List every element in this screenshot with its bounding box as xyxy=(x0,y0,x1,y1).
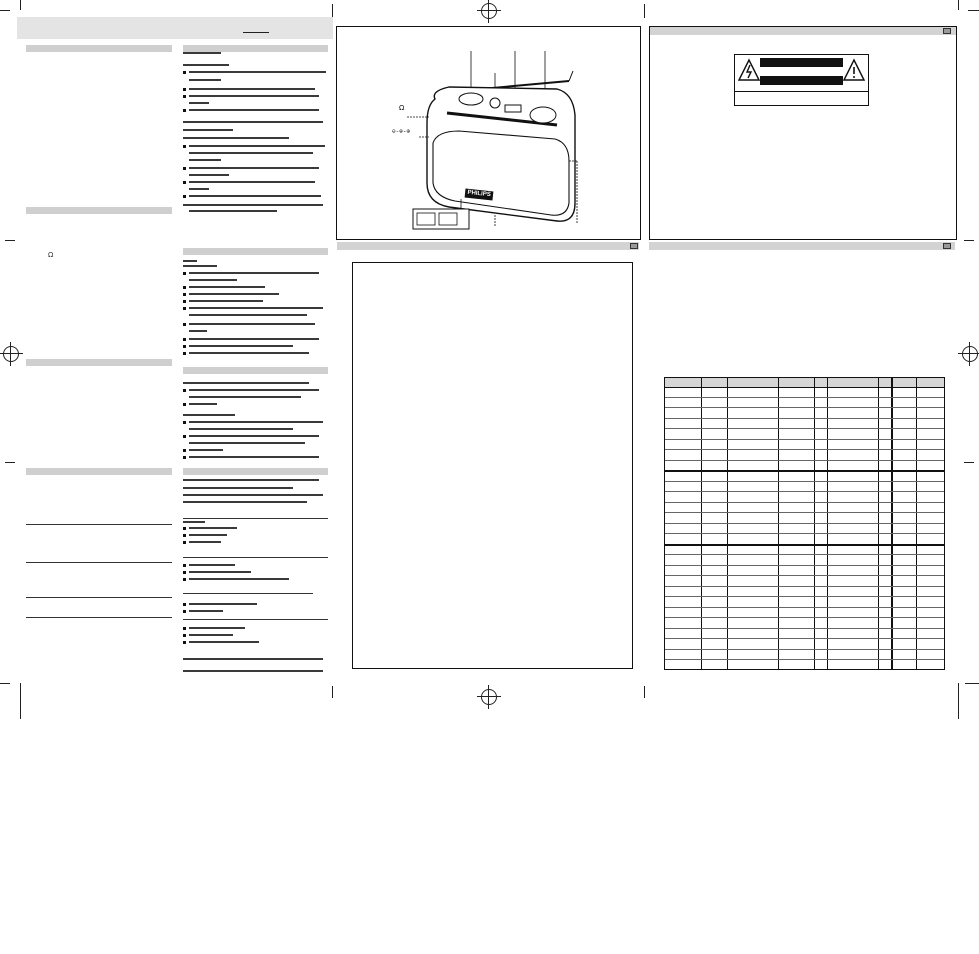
fold-mark xyxy=(332,686,333,698)
instructions-frame xyxy=(352,262,633,669)
registration-mark xyxy=(481,3,497,19)
radio-illustration xyxy=(337,27,640,239)
section-heading-bar xyxy=(183,367,328,374)
exclamation-warning-icon xyxy=(843,58,865,82)
crop-mark xyxy=(968,10,979,11)
table-header-bar xyxy=(649,242,955,250)
panel-header-banner xyxy=(17,17,333,39)
crop-mark xyxy=(0,10,10,11)
language-flag-icon xyxy=(630,243,638,249)
section-heading-bar xyxy=(26,359,172,366)
section-divider xyxy=(26,562,172,563)
section-heading-bar xyxy=(26,45,172,52)
language-flag-icon xyxy=(943,243,951,249)
lightning-warning-icon xyxy=(738,58,760,82)
section-heading-bar xyxy=(183,468,328,475)
battery-polarity-symbol: ⊖-⊕-⊕ xyxy=(392,128,411,135)
product-diagram-frame xyxy=(336,26,641,240)
registration-mark xyxy=(962,346,978,362)
caution-label-band xyxy=(760,58,843,67)
crop-mark xyxy=(958,0,959,10)
table-header-row xyxy=(665,378,944,388)
section-heading-bar xyxy=(183,45,328,52)
instructions-header-bar xyxy=(337,242,639,250)
caution-label-band xyxy=(760,76,843,85)
fold-mark xyxy=(964,240,974,241)
fold-mark xyxy=(644,686,645,698)
crop-mark xyxy=(958,683,959,719)
crop-mark xyxy=(0,683,10,684)
section-divider xyxy=(26,617,172,618)
section-divider xyxy=(26,597,172,598)
language-flag-icon xyxy=(943,28,951,34)
fold-mark xyxy=(332,4,333,18)
fold-mark xyxy=(5,240,15,241)
brand-logo: PHILIPS xyxy=(465,189,494,201)
fold-mark xyxy=(644,4,645,18)
caution-warning-box xyxy=(734,54,869,106)
section-heading-bar xyxy=(183,248,328,255)
crop-mark xyxy=(965,683,979,684)
registration-mark xyxy=(481,689,497,705)
crop-mark xyxy=(20,0,21,10)
header-underline xyxy=(243,32,269,33)
headphone-icon: Ω xyxy=(399,104,405,112)
crop-mark xyxy=(20,683,21,719)
fold-mark xyxy=(964,462,974,463)
section-heading-bar xyxy=(26,468,172,475)
fold-mark xyxy=(5,462,15,463)
caution-header-bar xyxy=(650,27,956,35)
section-divider xyxy=(26,524,172,525)
section-heading-bar xyxy=(26,207,172,214)
left-text-panel xyxy=(17,17,333,681)
specification-table xyxy=(664,377,945,670)
caution-panel-frame xyxy=(649,26,957,240)
headphone-icon: Ω xyxy=(48,251,54,259)
